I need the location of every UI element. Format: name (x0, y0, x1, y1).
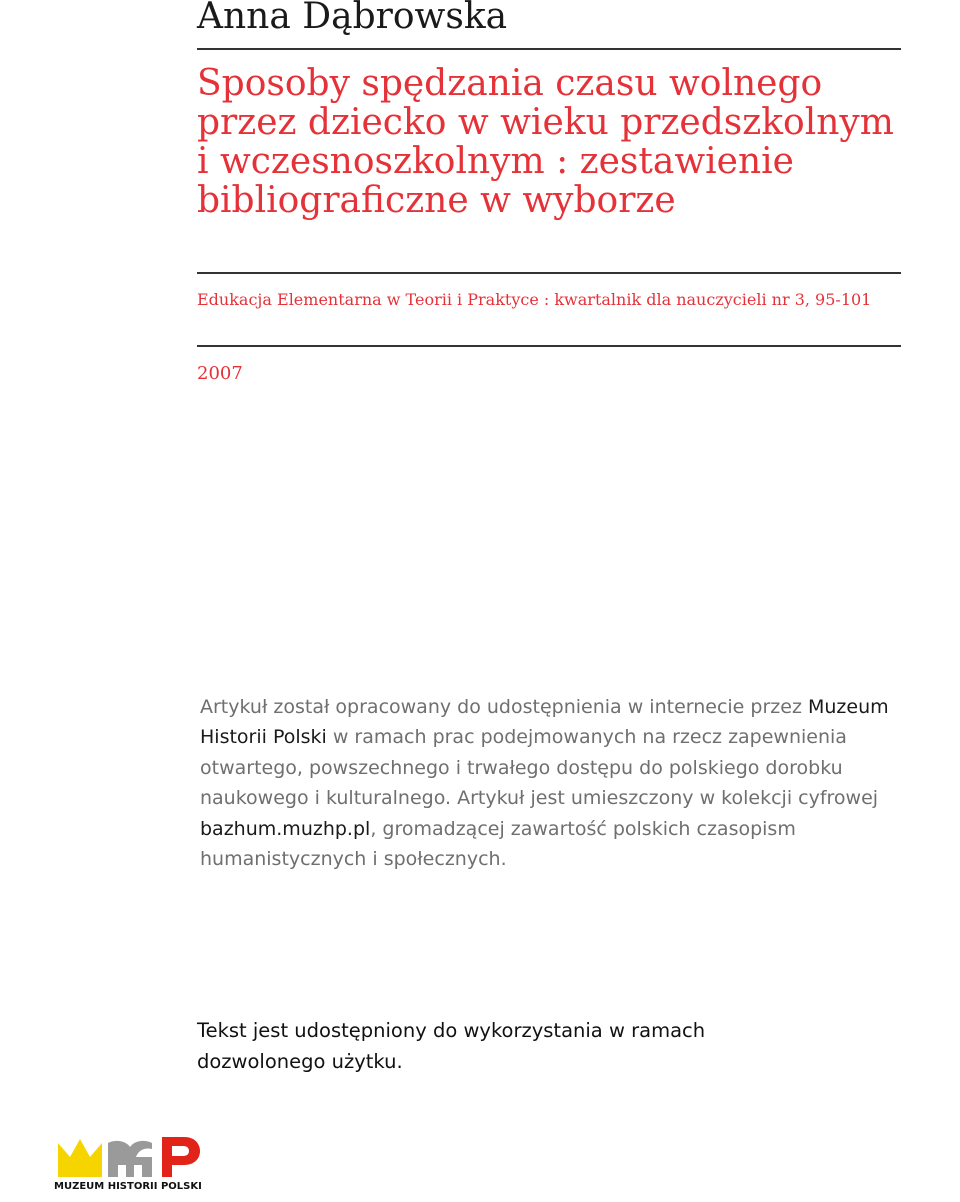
author-name: Anna Dąbrowska (197, 0, 508, 37)
statement-text-2: w ramach prac podejmowanych na rzecz zapewnienia otwartego, powszechnego i trwałego dostępu do polskiego dorobku naukowego i kulturalnego. Artykuł jest umieszczony w kolekcji cyfrowej (200, 726, 879, 810)
museum-name: Muzeum Historii Polski (200, 696, 889, 749)
statement-text-3: , gromadzącej zawartość polskich czasopism humanistycznych i społecznych. (200, 817, 796, 871)
divider-top (197, 48, 901, 50)
logo-eagle-shape (108, 1141, 152, 1177)
statement-text-1: Artykuł został opracowany do udostępnienia w internecie przez (200, 696, 808, 718)
publication-year: 2007 (197, 363, 243, 384)
logo-crown-shape (58, 1139, 102, 1177)
divider-title (197, 272, 901, 274)
logo-caption: MUZEUM HISTORII POLSKI (54, 1181, 202, 1192)
license-notice: Tekst jest udostępniony do wykorzystania w ramach dozwolonego użytku. (197, 1019, 706, 1073)
logo-p-shape (162, 1137, 200, 1177)
source-citation: Edukacja Elementarna w Teorii i Praktyce : kwartalnik dla nauczycieli nr 3, 95-101 (197, 290, 872, 309)
bazhum-link[interactable]: bazhum.muzhp.pl (200, 817, 371, 840)
digitization-statement (200, 692, 920, 874)
divider-source (197, 345, 901, 347)
article-title: Sposoby spędzania czasu wolnego przez dziecko w wieku przedszkolnym i wczesnoszkolnym : zestawienie bibliograficzne w wyborze (197, 63, 894, 221)
